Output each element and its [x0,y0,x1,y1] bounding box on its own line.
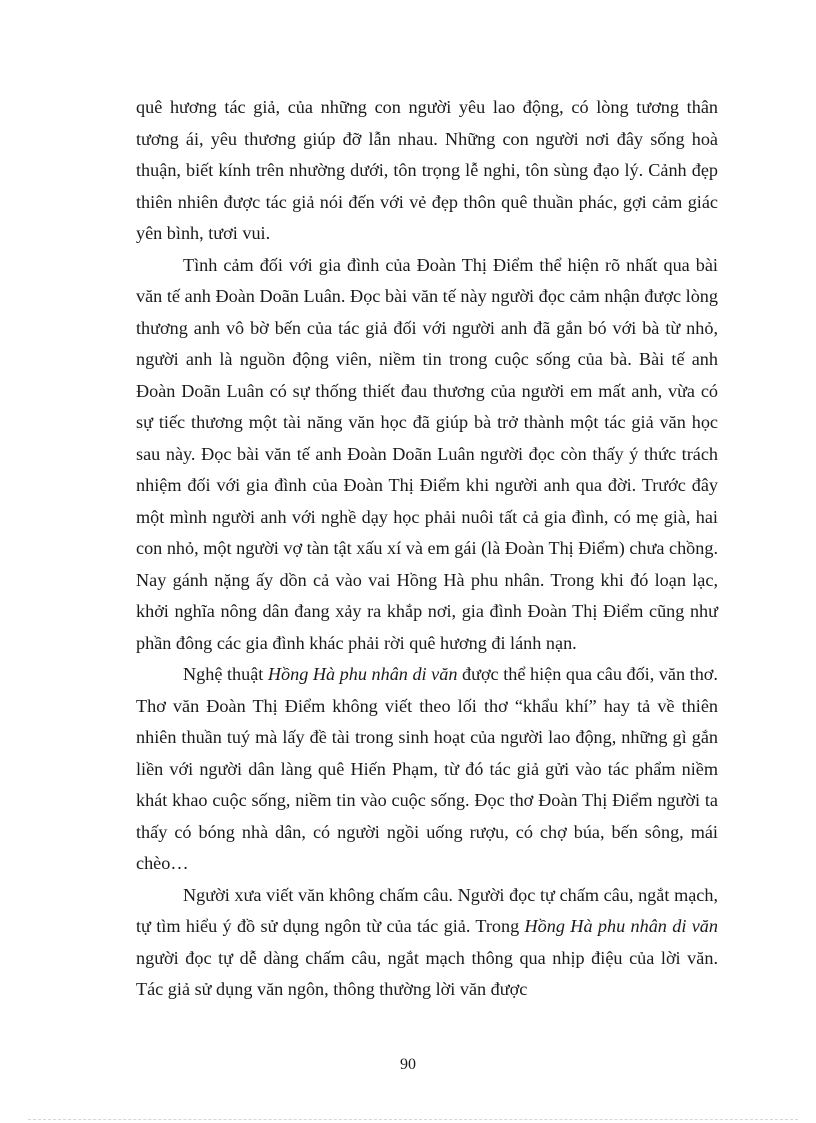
paragraph-1-text: quê hương tác giả, của những con người yêu lao động, có lòng tương thân tương ái, yêu thương giúp đỡ lẫn nhau. Những con người nơi đây sống hoà thuận, biết kính trên nhường dưới, tôn trọng lễ nghi, tôn sùng đạo lý. Cảnh đẹp thiên nhiên được tác giả nói đến với vẻ đẹp thôn quê thuần phác, gợi cảm giác yên bình, tươi vui. [136,97,718,243]
paragraph-4-text-a: Người xưa viết văn không chấm câu. Người đọc tự chấm câu, ngắt mạch, tự tìm hiểu ý đồ sử dụng ngôn từ của tác giả. Trong [136,884,718,936]
paragraph-3 [136,659,718,880]
work-title-italic: Hồng Hà phu nhân di văn [267,664,458,684]
page-bottom-divider [28,1119,798,1120]
page-number: 90 [400,1056,416,1073]
paragraph-2-text: Tình cảm đối với gia đình của Đoàn Thị Điểm thể hiện rõ nhất qua bài văn tế anh Đoàn Doãn Luân. Đọc bài văn tế này người đọc cảm nhận được lòng thương anh vô bờ bến của tác giả đối với người anh đã gắn bó với bà từ nhỏ, người anh là nguồn động viên, niềm tin trong cuộc sống của bà. Bài tế anh Đoàn Doãn Luân có sự thống thiết đau thương của người em mất anh, vừa có sự tiếc thương một tài năng văn học đã giúp bà trở thành một tác giả văn học sau này. Đọc bài văn tế anh Đoàn Doãn Luân người đọc còn thấy ý thức trách nhiệm đối với gia đình của Đoàn Thị Điểm khi người anh qua đời. Trước đây một mình người anh với nghề dạy học phải nuôi tất cả gia đình, có mẹ già, hai con nhỏ, một người vợ tàn tật xấu xí và em gái (là Đoàn Thị Điểm) chưa chồng. Nay gánh nặng ấy dồn cả vào vai Hồng Hà phu nhân. Trong khi đó loạn lạc, khởi nghĩa nông dân đang xảy ra khắp nơi, gia đình Đoàn Thị Điểm cũng như phần đông các gia đình khác phải rời quê hương đi lánh nạn. [136,254,718,653]
paragraph-2 [136,250,718,660]
paragraph-3-text-b: được thể hiện qua câu đối, văn thơ. Thơ văn Đoàn Thị Điểm không viết theo lối thơ “khẩu khí” hay tả về thiên nhiên thuần tuý mà lấy đề tài trong sinh hoạt của người lao động, những gì gắn liền với người dân làng quê Hiến Phạm, từ đó tác giả gửi vào tác phẩm niềm khát khao cuộc sống, niềm tin vào cuộc sống. Đọc thơ Đoàn Thị Điểm người ta thấy có bóng nhà dân, có người ngồi uống rượu, có chợ búa, bến sông, mái chèo… [136,664,718,873]
paragraph-3-text-a: Nghệ thuật [183,664,268,684]
paragraph-1 [136,92,718,250]
paragraph-4-text-b: người đọc tự dễ dàng chấm câu, ngắt mạch thông qua nhịp điệu của lời văn. Tác giả sử dụng văn ngôn, thông thường lời văn được [136,947,718,999]
work-title-italic: Hồng Hà phu nhân di văn [524,916,718,936]
paragraph-4 [136,880,718,1006]
body-text [136,92,718,1006]
